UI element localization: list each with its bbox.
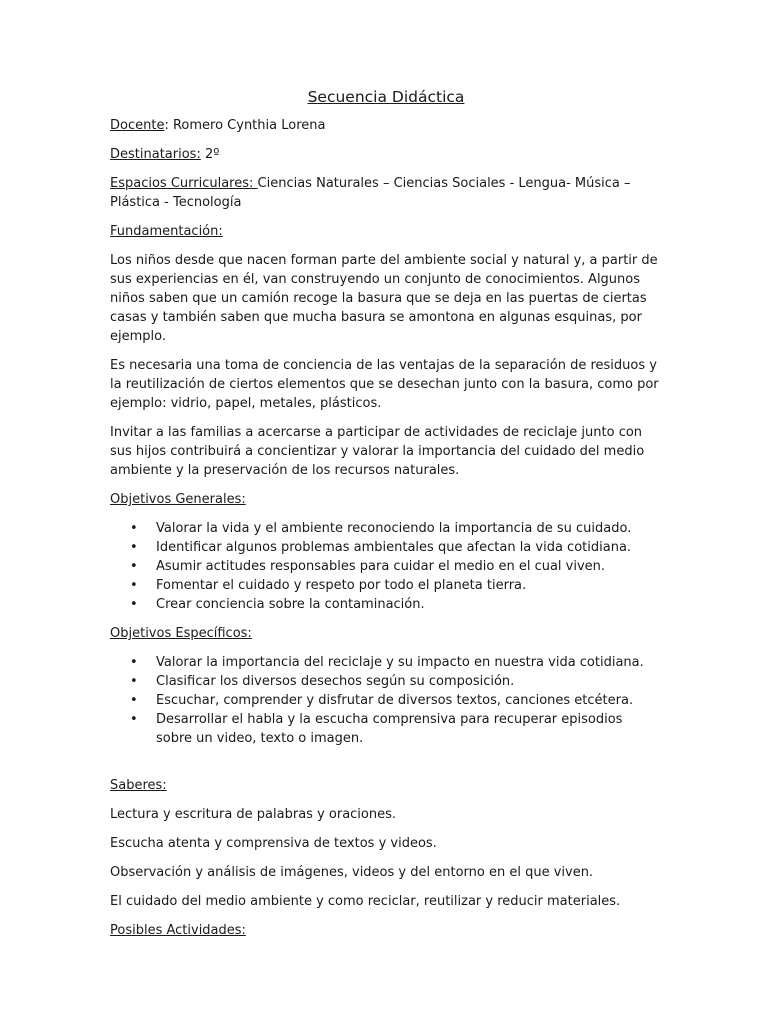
- list-item-text: Asumir actitudes responsables para cuidar el medio en el cual viven.: [156, 559, 606, 574]
- list-item-text: Desarrollar el habla y la escucha comprensiva para recuperar episodios sobre un video, texto o imagen.: [156, 712, 623, 746]
- saberes-item: Observación y análisis de imágenes, videos y del entorno en el que viven.: [110, 865, 594, 880]
- bullet-icon: •: [130, 674, 138, 689]
- fundamentacion-paragraph: Invitar a las familias a acercarse a participar de actividades de reciclaje junto con sus hijos contribuirá a concientizar y valorar la importancia del cuidado del medio ambiente y la preservación de los recursos naturales.: [110, 425, 645, 478]
- bullet-icon: •: [130, 540, 138, 555]
- docente-label: Docente: [110, 118, 165, 133]
- espacios-label: Espacios Curriculares:: [110, 176, 258, 191]
- list-item-text: Escuchar, comprender y disfrutar de diversos textos, canciones etcétera.: [156, 693, 634, 708]
- posibles-actividades-heading: Posibles Actividades:: [110, 923, 246, 938]
- list-item: [110, 691, 662, 710]
- bullet-icon: •: [130, 521, 138, 536]
- destinatarios-label: Destinatarios:: [110, 147, 201, 162]
- list-item-text: Valorar la vida y el ambiente reconociendo la importancia de su cuidado.: [156, 521, 632, 536]
- saberes-heading: Saberes:: [110, 778, 167, 793]
- saberes-item: Escucha atenta y comprensiva de textos y videos.: [110, 836, 437, 851]
- destinatarios-value: 2º: [200, 147, 220, 162]
- list-item-text: Valorar la importancia del reciclaje y su impacto en nuestra vida cotidiana.: [156, 655, 644, 670]
- list-item: [110, 557, 662, 576]
- docente-line: [110, 116, 662, 135]
- list-item: [110, 710, 662, 748]
- objetivos-especificos-list: [110, 653, 662, 748]
- fundamentacion-paragraph: Los niños desde que nacen forman parte del ambiente social y natural y, a partir de sus experiencias en él, van construyendo un conjunto de conocimientos. Algunos niños saben que un camión recoge la basura que se deja en las puertas de ciertas casas y también saben que mucha basura se amontona en algunas esquinas, por ejemplo.: [110, 253, 658, 344]
- list-item: [110, 672, 662, 691]
- list-item: [110, 653, 662, 672]
- list-item: [110, 595, 662, 614]
- objetivos-especificos-heading: Objetivos Específicos:: [110, 626, 252, 641]
- saberes-item: Lectura y escritura de palabras y oraciones.: [110, 807, 397, 822]
- fundamentacion-heading: Fundamentación:: [110, 224, 223, 239]
- list-item: [110, 519, 662, 538]
- bullet-icon: •: [130, 578, 138, 593]
- list-item-text: Crear conciencia sobre la contaminación.: [156, 597, 425, 612]
- list-item-text: Identificar algunos problemas ambientales que afectan la vida cotidiana.: [156, 540, 632, 555]
- saberes-item: El cuidado del medio ambiente y como reciclar, reutilizar y reducir materiales.: [110, 894, 621, 909]
- bullet-icon: •: [130, 693, 138, 708]
- list-item: [110, 576, 662, 595]
- objetivos-generales-heading: Objetivos Generales:: [110, 492, 246, 507]
- docente-value: : Romero Cynthia Lorena: [164, 118, 326, 133]
- list-item: [110, 538, 662, 557]
- bullet-icon: •: [130, 655, 138, 670]
- spacer: [110, 758, 662, 776]
- espacios-line: [110, 174, 662, 212]
- document-title: Secuencia Didáctica: [307, 88, 465, 106]
- bullet-icon: •: [130, 559, 138, 574]
- bullet-icon: •: [130, 597, 138, 612]
- destinatarios-line: [110, 145, 662, 164]
- espacios-value: Ciencias Naturales – Ciencias Sociales - Lengua- Música – Plástica - Tecnología: [110, 176, 631, 210]
- fundamentacion-paragraph: Es necesaria una toma de conciencia de las ventajas de la separación de residuos y la reutilización de ciertos elementos que se desechan junto con la basura, como por ejemplo: vidrio, papel, metales, plásticos.: [110, 358, 659, 411]
- list-item-text: Fomentar el cuidado y respeto por todo el planeta tierra.: [156, 578, 527, 593]
- document-body: [110, 86, 662, 950]
- list-item-text: Clasificar los diversos desechos según su composición.: [156, 674, 515, 689]
- bullet-icon: •: [130, 712, 138, 727]
- objetivos-generales-list: [110, 519, 662, 614]
